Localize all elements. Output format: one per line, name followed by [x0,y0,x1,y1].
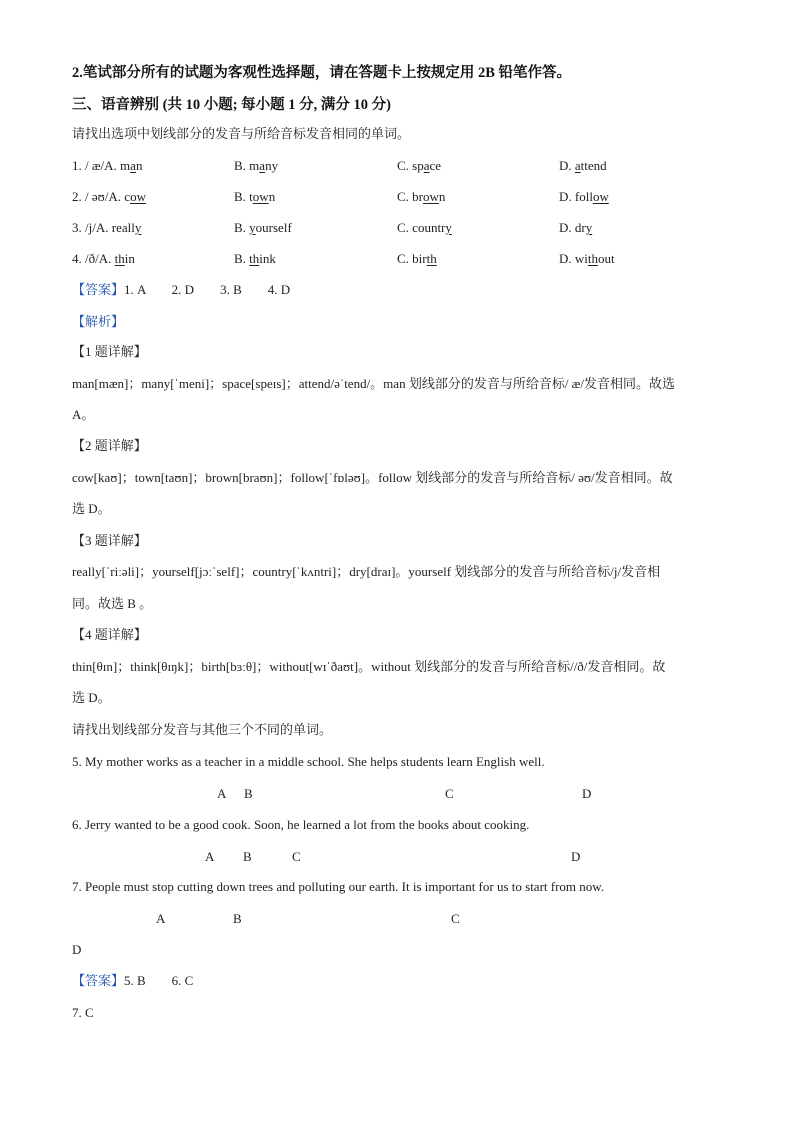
detail-2-line-1: cow[kaʊ]；town[taʊn]；brown[braʊn]；follow[ˈfɒləʊ]。follow 划线部分的发音与所给音标/ əʊ/发音相同。故 [72,470,673,485]
q2-option-a: 2. / əʊ/A. cow [72,189,146,204]
q3-option-d: D. dry [559,220,593,235]
q5-sentence: 5. My mother works as a teacher in a middle school. She helps students learn English well. [72,754,545,769]
q3-option-b: B. yourself [234,220,292,235]
q5-letter-a: A [217,786,227,801]
analysis-tag: 【解析】 [72,314,125,329]
q5-letter-d: D [582,786,592,801]
q4-option-a: 4. /ð/A. thin [72,251,135,266]
q4-option-d: D. without [559,251,615,266]
q2-option-c: C. brown [397,189,446,204]
q1-option-d: D. attend [559,158,607,173]
q1-option-b: B. many [234,158,279,173]
detail-3-tag: 【3 题详解】 [72,533,147,548]
q4-option-b: B. think [234,251,276,266]
answer-tag: 【答案】 [72,282,125,297]
answers-5-6 [72,972,193,990]
detail-1-line-2: A。 [72,407,95,422]
detail-4-line-1: thin[θɪn]；think[θɪŋk]；birth[bɜːθ]；without[wɪˈðaʊt]。without 划线部分的发音与所给音标//ð/发音相同。故 [72,659,666,674]
note-2: 2.笔试部分所有的试题为客观性选择题，请在答题卡上按规定用 2B 铅笔作答。 [72,65,572,81]
q7-letter-d: D [72,942,82,957]
detail-2-line-2: 选 D。 [72,501,111,516]
q5-letter-c: C [445,786,454,801]
q3-option-c: C. country [397,220,452,235]
detail-1-tag: 【1 题详解】 [72,344,147,359]
instruction-2: 请找出划线部分发音与其他三个不同的单词。 [72,722,333,737]
q6-letter-a: A [205,849,215,864]
q3-option-a: 3. /j/A. really [72,220,142,235]
detail-2-tag: 【2 题详解】 [72,438,147,453]
q1-option-c: C. space [397,158,442,173]
q6-sentence: 6. Jerry wanted to be a good cook. Soon, he learned a lot from the books about cooking. [72,817,530,832]
q7-letter-a: A [156,911,166,926]
q5-letter-b: B [244,786,253,801]
detail-4-tag: 【4 题详解】 [72,627,147,642]
q7-letter-b: B [233,911,242,926]
section-3-title: 三、语音辨别 (共 10 小题; 每小题 1 分, 满分 10 分) [72,97,391,113]
q6-letter-d: D [571,849,581,864]
answers-text: 1. A 2. D 3. B 4. D [124,282,291,297]
q6-letter-b: B [243,849,252,864]
answers-5-6-text: 5. B 6. C [124,973,194,988]
q2-option-d: D. follow [559,189,609,204]
detail-3-line-2: 同。故选 B 。 [72,596,153,611]
q1-option-a: 1. / æ/A. man [72,158,143,173]
q7-sentence: 7. People must stop cutting down trees and polluting our earth. It is important for us to start from now. [72,879,605,894]
q7-letter-c: C [451,911,460,926]
answer-7: 7. C [72,1005,94,1020]
detail-1-line-1: man[mæn]；many[ˈmeni]；space[speɪs]；attend/əˈtend/。man 划线部分的发音与所给音标/ æ/发音相同。故选 [72,376,675,391]
q2-option-b: B. town [234,189,276,204]
answer-tag-2: 【答案】 [72,973,125,988]
answers-1-4 [72,281,290,299]
q6-letter-c: C [292,849,301,864]
q4-option-c: C. birth [397,251,437,266]
instruction-1: 请找出选项中划线部分的发音与所给音标发音相同的单词。 [72,126,411,141]
detail-4-line-2: 选 D。 [72,690,111,705]
detail-3-line-1: really[ˈriːəli]；yourself[jɔːˈself]；country[ˈkʌntri]；dry[draɪ]。yourself 划线部分的发音与所给音标/j/发音相 [72,564,661,579]
